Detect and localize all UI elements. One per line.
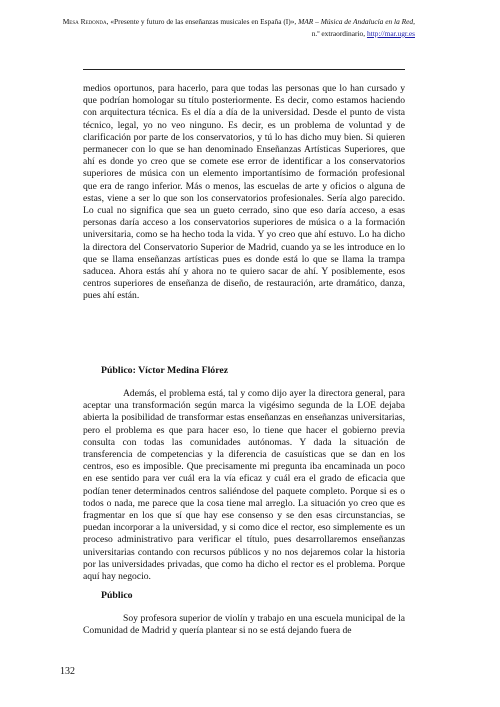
header-authors: Mesa Redonda (62, 17, 107, 26)
header-issue: , n.º extraordinario, (311, 17, 415, 38)
header-journal: MAR – Música de Andalucía en la Red (298, 17, 414, 26)
header-url-link[interactable]: http://mar.ugr.es (366, 29, 415, 38)
main-text-3 (83, 613, 405, 637)
paragraph-2: Además, el problema está, tal y como dijo ayer la directora general, para aceptar una transformación según marca la vigésimo segunda de la LOE dejaba abierta la posibilidad de transformar estas enseñanzas en enseñanzas universitarias, pero el problema es que para hacer eso, lo tiene que hacer el gobierno previa consulta con todas las comunidades autónomas. Y dada la situación de transferencia de competencias y la diferencia de casuísticas que se dan en los centros, eso es imposible. Que precisamente mi pregunta iba encaminada un poco en ese sentido para ver cuál era la vía eficaz y cuál era el grado de eficacia que podían tener determinados centros saliéndose del paquete completo. Porque si es o todos o nada, me parece que la cosa tiene mal arreglo. La situación yo creo que es fragmentar en los que sí que hay ese consenso y se den esas circunstancias, se puedan incorporar a la universidad, y si como dice el rector, eso simplemente es un proceso administrativo para verificar el título, pues desarrollaremos enseñanzas universitarias contando con recursos públicos y no nos dejaremos colar la historia por las universidades privadas, que como ha dicho el rector es el problema. Porque aquí hay negocio. (83, 388, 405, 583)
speaker-heading-1: Público: Víctor Medina Flórez (101, 365, 229, 376)
running-header (60, 16, 415, 40)
page-number: 132 (60, 666, 75, 677)
speaker-heading-2: Público (101, 590, 133, 601)
paragraph-1: medios oportunos, para hacerlo, para que todas las personas que lo han cursado y que podrían homologar su título posteriormente. Es decir, como estamos haciendo con arquitectura técnica. Es el día a día de la universidad. Desde el punto de vista técnico, legal, yo no veo ninguno. Es decir, es un problema de voluntad y de clarificación por parte de los conservatorios, y tú lo has dicho muy bien. Si quieren permanecer con lo que se han denominado Enseñanzas Artísticas Superiores, que ahí es donde yo creo que se comete ese error de identificar a los conservatorios superiores de música con un elemento importantísimo de formación profesional que era de rango inferior. Más o menos, las escuelas de arte y oficios o alguna de estas, viene a ser lo que son los conservatorios profesionales. Sería algo parecido. Lo cual no significa que sea un gueto cerrado, sino que eso daría acceso, a esas personas daría acceso a los conservatorios superiores de música o a la formación universitaria, como se ha hecho toda la vida. Y yo creo que ahí estuvo. Lo ha dicho la directora del Conservatorio Superior de Madrid, cuando ya se les introduce en lo que se llama enseñanzas artísticas pues es donde está lo que se llama la trampa saducea. Ahora estás ahí y ahora no te quiero sacar de ahí. Y posiblemente, esos centros superiores de enseñanza de diseño, de restauración, arte dramático, danza, pues ahí están. (83, 83, 405, 302)
main-text-2 (83, 388, 405, 583)
header-divider (83, 69, 405, 70)
main-text (83, 83, 405, 303)
paragraph-3: Soy profesora superior de violín y trabajo en una escuela municipal de la Comunidad de Madrid y quería plantear si no se está dejando fuera de (83, 613, 405, 637)
header-title: , «Presente y futuro de las enseñanzas musicales en España (I)», (106, 17, 297, 26)
